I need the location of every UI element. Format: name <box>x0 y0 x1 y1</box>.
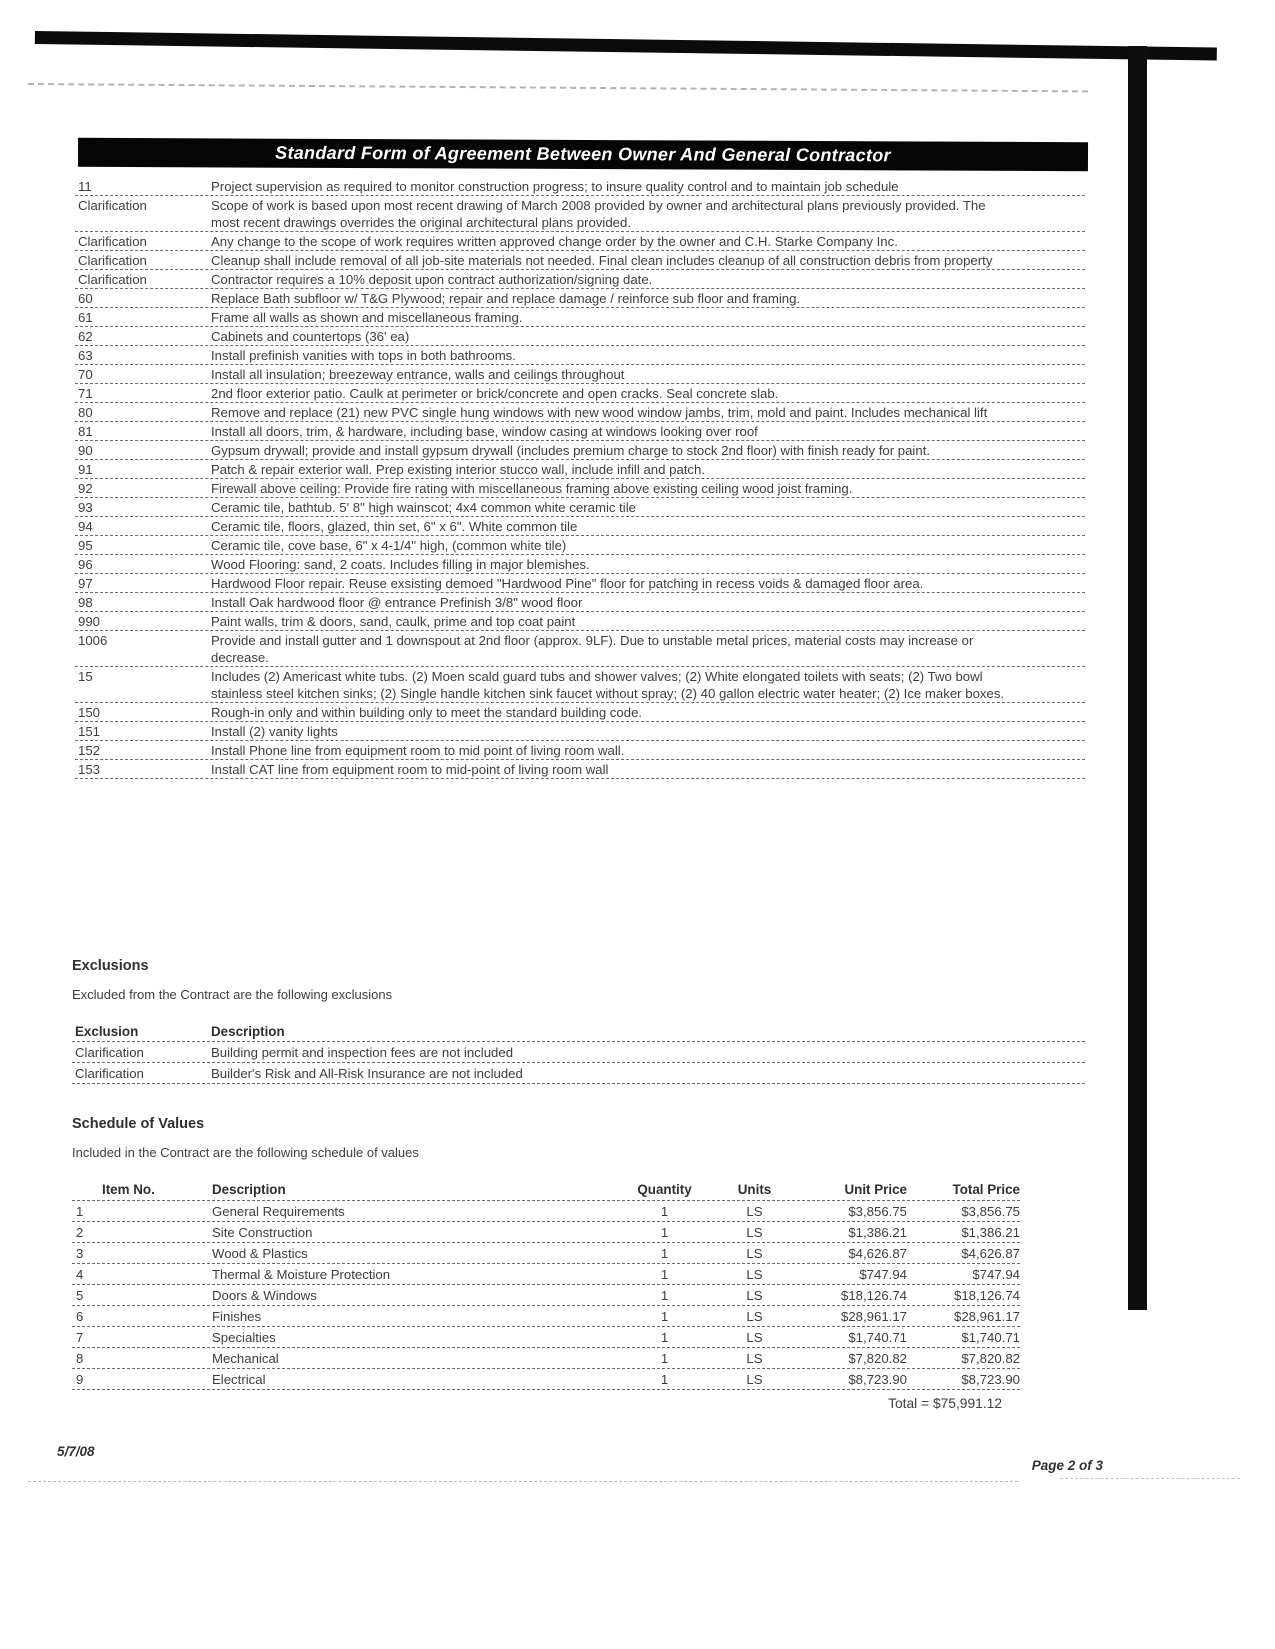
contract-item-row <box>75 536 1085 555</box>
sov-item-no: 7 <box>76 1330 84 1345</box>
contract-item-number: 97 <box>78 576 93 591</box>
contract-item-number: 71 <box>78 386 93 401</box>
contract-item-row <box>75 574 1085 593</box>
schedule-of-values-row <box>72 1306 1020 1327</box>
sov-total-price: $7,820.82 <box>961 1351 1020 1366</box>
contract-item-number: 93 <box>78 500 93 515</box>
contract-item-row <box>75 384 1085 403</box>
sov-unit-price: $1,740.71 <box>848 1330 907 1345</box>
exclusion-description: Builder's Risk and All-Risk Insurance are not included <box>211 1066 523 1081</box>
column-header-description: Description <box>211 1024 285 1039</box>
sov-unit-price: $3,856.75 <box>848 1204 907 1219</box>
contract-item-description: Install Phone line from equipment room to mid point of living room wall. <box>211 743 625 758</box>
contract-item-description: Patch & repair exterior wall. Prep existing interior stucco wall, include infill and patch. <box>211 462 706 477</box>
sov-total-price: $28,961.17 <box>953 1309 1020 1324</box>
sov-units: LS <box>746 1225 763 1240</box>
contract-item-row <box>75 479 1085 498</box>
contract-item-number: 150 <box>78 705 101 720</box>
column-header-exclusion: Exclusion <box>75 1024 139 1039</box>
contract-item-row <box>75 555 1085 574</box>
contract-item-number: Clarification <box>78 272 147 287</box>
contract-item-number: 96 <box>78 557 93 572</box>
schedule-of-values-row <box>72 1369 1020 1390</box>
document-title: Standard Form of Agreement Between Owner And General Contractor <box>275 142 891 166</box>
contract-item-description: Wood Flooring: sand, 2 coats. Includes filling in major blemishes. <box>211 557 590 572</box>
contract-item-number: 60 <box>78 291 93 306</box>
schedule-of-values-row <box>72 1222 1020 1243</box>
contract-item-description: Ceramic tile, bathtub. 5' 8" high wainscot; 4x4 common white ceramic tile <box>211 500 636 515</box>
contract-item-description: Firewall above ceiling: Provide fire rating with miscellaneous framing above existing ceiling wood joist framing. <box>211 481 853 496</box>
contract-item-row <box>75 722 1085 741</box>
contract-item-description: Paint walls, trim & doors, sand, caulk, prime and top coat paint <box>211 614 576 629</box>
sov-units: LS <box>746 1309 763 1324</box>
contract-item-row <box>75 177 1085 196</box>
contract-item-row <box>75 346 1085 365</box>
contract-item-description: Install CAT line from equipment room to mid-point of living room wall <box>211 762 609 777</box>
contract-item-number: Clarification <box>78 198 147 213</box>
contract-item-description: 2nd floor exterior patio. Caulk at perimeter or brick/concrete and open cracks. Seal concrete slab. <box>211 386 779 401</box>
column-header-unit-price: Unit Price <box>844 1182 907 1197</box>
contract-item-description: Ceramic tile, cove base, 6" x 4-1/4" high, (common white tile) <box>211 538 567 553</box>
sov-description: Doors & Windows <box>212 1288 317 1303</box>
sov-unit-price: $747.94 <box>859 1267 907 1282</box>
contract-item-number: 98 <box>78 595 93 610</box>
contract-item-row <box>75 232 1085 251</box>
scan-artifact-top-dashed-line <box>28 83 1088 92</box>
sov-description: Electrical <box>212 1372 266 1387</box>
contract-item-row <box>75 327 1085 346</box>
scan-artifact-bottom-dashed-line-right <box>1060 1478 1240 1479</box>
contract-item-description: Project supervision as required to monitor construction progress; to insure quality control and to maintain job schedule <box>211 179 899 194</box>
schedule-of-values-section <box>72 1116 1020 1411</box>
sov-units: LS <box>746 1204 763 1219</box>
contract-item-row <box>75 422 1085 441</box>
contract-items-table <box>75 177 1085 779</box>
contract-item-description: Provide and install gutter and 1 downspout at 2nd floor (approx. 9LF). Due to unstable metal prices, material costs may increase or decrease. <box>211 633 974 665</box>
contract-item-description: Frame all walls as shown and miscellaneous framing. <box>211 310 523 325</box>
sov-units: LS <box>746 1246 763 1261</box>
contract-item-description: Cleanup shall include removal of all job-site materials not needed. Final clean includes cleanup of all construction debris from property <box>211 253 993 268</box>
contract-item-number: 81 <box>78 424 93 439</box>
column-header-total-price: Total Price <box>952 1182 1020 1197</box>
contract-item-row <box>75 498 1085 517</box>
sov-quantity: 1 <box>660 1330 669 1345</box>
schedule-of-values-row <box>72 1285 1020 1306</box>
contract-item-number: 1006 <box>78 633 108 648</box>
contract-item-number: 90 <box>78 443 93 458</box>
schedule-of-values-row <box>72 1201 1020 1222</box>
contract-item-description: Hardwood Floor repair. Reuse exsisting demoed "Hardwood Pine" floor for patching in recess voids & damaged floor area. <box>211 576 924 591</box>
sov-quantity: 1 <box>660 1372 669 1387</box>
contract-item-number: 80 <box>78 405 93 420</box>
sov-total-price: $18,126.74 <box>953 1288 1020 1303</box>
contract-item-number: 153 <box>78 762 101 777</box>
schedule-of-values-row <box>72 1327 1020 1348</box>
contract-item-description: Install prefinish vanities with tops in both bathrooms. <box>211 348 516 363</box>
exclusions-section <box>72 958 1085 1084</box>
sov-unit-price: $4,626.87 <box>848 1246 907 1261</box>
sov-item-no: 2 <box>76 1225 84 1240</box>
contract-item-number: 95 <box>78 538 93 553</box>
contract-item-row <box>75 270 1085 289</box>
contract-item-row <box>75 460 1085 479</box>
schedule-of-values-table-header <box>72 1182 1020 1201</box>
contract-item-number: 11 <box>78 179 92 194</box>
sov-quantity: 1 <box>660 1267 669 1282</box>
contract-item-description: Contractor requires a 10% deposit upon contract authorization/signing date. <box>211 272 653 287</box>
contract-item-row <box>75 441 1085 460</box>
footer-page-number: Page 2 of 3 <box>1031 1458 1103 1473</box>
sov-item-no: 4 <box>76 1267 84 1282</box>
contract-item-description: Scope of work is based upon most recent drawing of March 2008 provided by owner and architectural plans previously provided. The most recent drawings overrides the original architectural plans provided. <box>211 198 986 230</box>
contract-item-description: Gypsum drywall; provide and install gypsum drywall (includes premium charge to stock 2nd floor) with finish ready for paint. <box>211 443 931 458</box>
exclusion-type: Clarification <box>75 1066 144 1081</box>
sov-quantity: 1 <box>660 1351 669 1366</box>
contract-item-row <box>75 612 1085 631</box>
exclusion-row <box>72 1042 1085 1063</box>
contract-item-number: 990 <box>78 614 101 629</box>
contract-item-number: 94 <box>78 519 93 534</box>
sov-quantity: 1 <box>660 1288 669 1303</box>
contract-item-number: Clarification <box>78 234 147 249</box>
contract-item-description: Any change to the scope of work requires written approved change order by the owner and C.H. Starke Company Inc. <box>211 234 898 249</box>
exclusions-heading: Exclusions <box>72 958 149 974</box>
contract-item-description: Cabinets and countertops (36' ea) <box>211 329 410 344</box>
contract-item-row <box>75 741 1085 760</box>
contract-item-row <box>75 365 1085 384</box>
contract-item-number: 62 <box>78 329 93 344</box>
sov-description: Thermal & Moisture Protection <box>212 1267 391 1282</box>
schedule-of-values-row <box>72 1264 1020 1285</box>
sov-item-no: 8 <box>76 1351 84 1366</box>
scan-artifact-right-edge-bar <box>1128 46 1147 1310</box>
schedule-of-values-row <box>72 1243 1020 1264</box>
scan-artifact-top-bar <box>35 31 1217 61</box>
exclusion-row <box>72 1063 1085 1084</box>
contract-item-number: 70 <box>78 367 93 382</box>
sov-units: LS <box>746 1351 763 1366</box>
sov-total-price: $4,626.87 <box>961 1246 1020 1261</box>
contract-item-row <box>75 760 1085 779</box>
sov-total-price: $1,386.21 <box>961 1225 1020 1240</box>
sov-item-no: 5 <box>76 1288 84 1303</box>
contract-item-description: Remove and replace (21) new PVC single hung windows with new wood window jambs, trim, mold and paint. Includes mechanical lift <box>211 405 988 420</box>
contract-item-row <box>75 667 1085 703</box>
schedule-of-values-row <box>72 1348 1020 1369</box>
exclusion-type: Clarification <box>75 1045 144 1060</box>
sov-total-price: $747.94 <box>972 1267 1020 1282</box>
contract-item-row <box>75 703 1085 722</box>
contract-item-row <box>75 308 1085 327</box>
sov-description: Wood & Plastics <box>212 1246 308 1261</box>
sov-item-no: 3 <box>76 1246 84 1261</box>
sov-description: Mechanical <box>212 1351 279 1366</box>
contract-item-row <box>75 251 1085 270</box>
contract-item-description: Rough-in only and within building only to meet the standard building code. <box>211 705 643 720</box>
sov-quantity: 1 <box>660 1225 669 1240</box>
exclusions-table-header <box>72 1024 1085 1042</box>
contract-item-number: Clarification <box>78 253 147 268</box>
sov-item-no: 9 <box>76 1372 84 1387</box>
sov-total-price: $8,723.90 <box>961 1372 1020 1387</box>
sov-units: LS <box>746 1330 763 1345</box>
exclusions-table <box>72 1042 1085 1084</box>
exclusions-intro: Excluded from the Contract are the following exclusions <box>72 987 393 1002</box>
contract-item-row <box>75 593 1085 612</box>
sov-total-price: $1,740.71 <box>961 1330 1020 1345</box>
contract-item-row <box>75 517 1085 536</box>
sov-units: LS <box>746 1267 763 1282</box>
schedule-of-values-heading: Schedule of Values <box>72 1116 205 1132</box>
footer-date: 5/7/08 <box>57 1444 95 1459</box>
sov-item-no: 6 <box>76 1309 84 1324</box>
sov-quantity: 1 <box>660 1204 669 1219</box>
contract-item-number: 152 <box>78 743 101 758</box>
sov-unit-price: $28,961.17 <box>840 1309 907 1324</box>
sov-unit-price: $8,723.90 <box>848 1372 907 1387</box>
sov-units: LS <box>746 1372 763 1387</box>
contract-item-row <box>75 403 1085 422</box>
sov-quantity: 1 <box>660 1246 669 1261</box>
contract-item-number: 151 <box>78 724 101 739</box>
contract-item-description: Install all insulation; breezeway entrance, walls and ceilings throughout <box>211 367 625 382</box>
column-header-units: Units <box>737 1182 772 1197</box>
schedule-of-values-total: Total = $75,991.12 <box>888 1396 1002 1411</box>
contract-item-row <box>75 196 1085 232</box>
column-header-item-no: Item No. <box>102 1182 155 1197</box>
schedule-of-values-intro: Included in the Contract are the following schedule of values <box>72 1145 419 1160</box>
sov-unit-price: $18,126.74 <box>840 1288 907 1303</box>
contract-item-description: Install (2) vanity lights <box>211 724 338 739</box>
contract-item-row <box>75 289 1085 308</box>
column-header-quantity: Quantity <box>637 1182 692 1197</box>
sov-unit-price: $1,386.21 <box>848 1225 907 1240</box>
contract-item-description: Replace Bath subfloor w/ T&G Plywood; repair and replace damage / reinforce sub floor and framing. <box>211 291 801 306</box>
sov-description: Finishes <box>212 1309 262 1324</box>
contract-item-number: 63 <box>78 348 93 363</box>
contract-item-number: 92 <box>78 481 93 496</box>
sov-unit-price: $7,820.82 <box>848 1351 907 1366</box>
contract-item-description: Includes (2) Americast white tubs. (2) Moen scald guard tubs and shower valves; (2) White elongated toilets with seats; (2) Two bowl stainless steel kitchen sinks; (2) Single handle kitchen sink faucet without spray; (2) 40 gallon electric water heater; (2) Ice maker boxes. <box>211 669 1005 701</box>
contract-item-description: Install Oak hardwood floor @ entrance Prefinish 3/8" wood floor <box>211 595 583 610</box>
scan-artifact-bottom-dashed-line <box>28 1481 1018 1482</box>
contract-item-number: 15 <box>78 669 93 684</box>
contract-item-description: Ceramic tile, floors, glazed, thin set, 6" x 6". White common tile <box>211 519 578 534</box>
contract-item-number: 91 <box>78 462 93 477</box>
exclusion-description: Building permit and inspection fees are not included <box>211 1045 514 1060</box>
sov-total-price: $3,856.75 <box>961 1204 1020 1219</box>
contract-item-row <box>75 631 1085 667</box>
sov-description: Site Construction <box>212 1225 313 1240</box>
sov-units: LS <box>746 1288 763 1303</box>
sov-quantity: 1 <box>660 1309 669 1324</box>
schedule-of-values-table <box>72 1201 1020 1390</box>
contract-item-description: Install all doors, trim, & hardware, including base, window casing at windows looking over roof <box>211 424 758 439</box>
contract-item-number: 61 <box>78 310 93 325</box>
sov-description: Specialties <box>212 1330 276 1345</box>
sov-description: General Requirements <box>212 1204 345 1219</box>
document-title-bar <box>78 138 1088 171</box>
sov-item-no: 1 <box>76 1204 84 1219</box>
column-header-sov-description: Description <box>212 1182 286 1197</box>
